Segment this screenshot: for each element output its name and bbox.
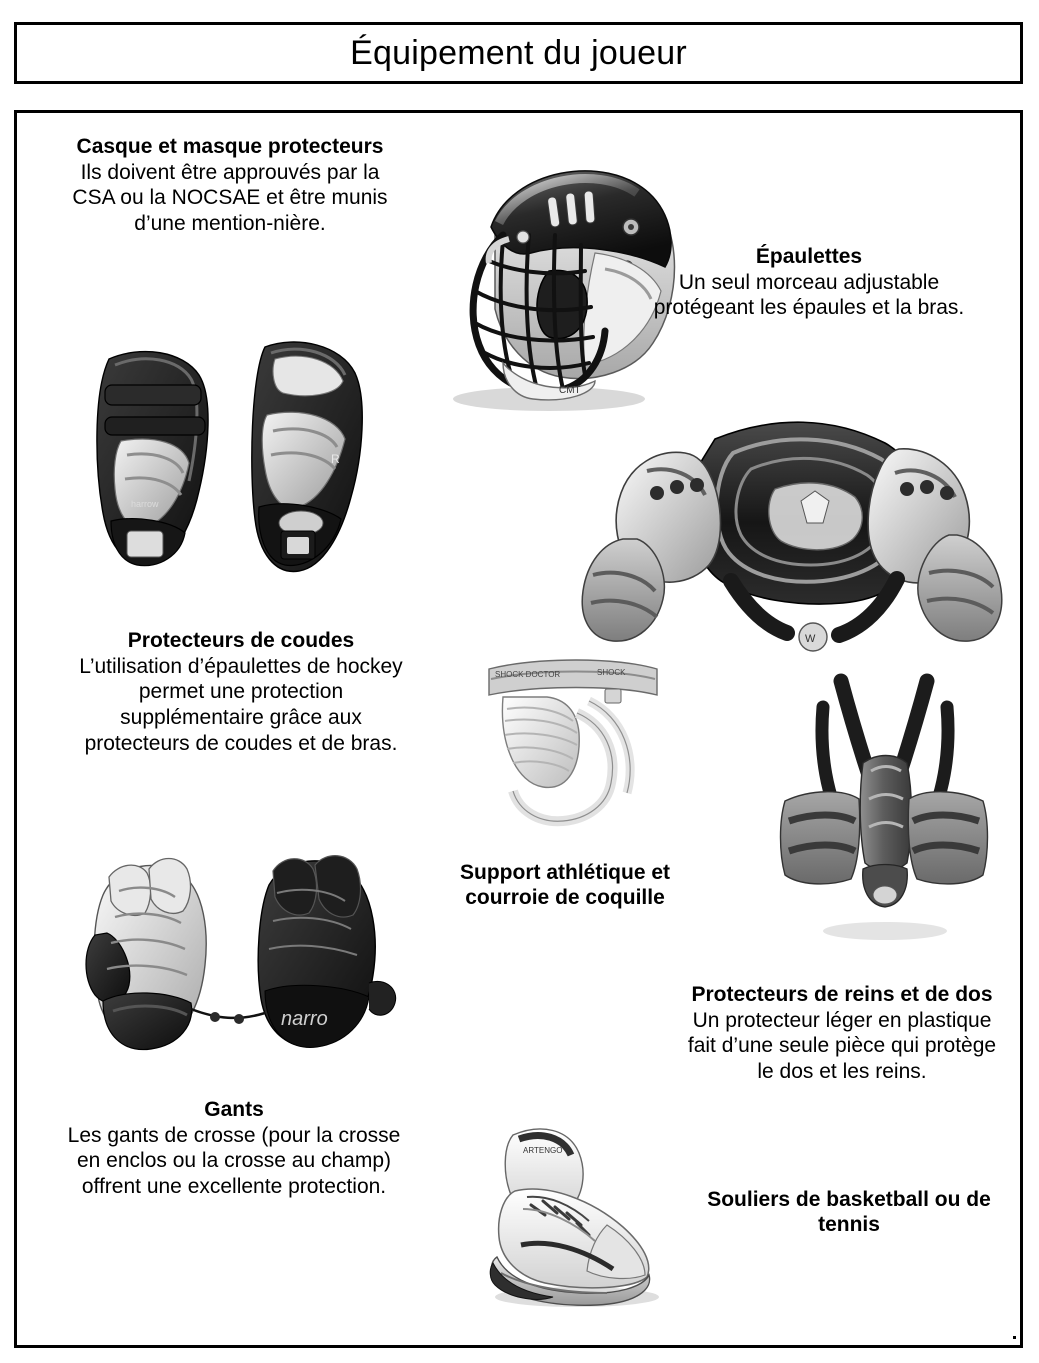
svg-text:SHOCK: SHOCK xyxy=(597,668,626,677)
page-corner-mark xyxy=(1013,1336,1016,1339)
section-elbow-pads-body: L’utilisation d’épaulettes de hockey permet une protection supplémentaire grâce aux protecteurs de coudes et de bras. xyxy=(79,654,403,755)
elbow-pads-photo xyxy=(79,331,379,601)
section-shoulder-pads-heading: Épaulettes xyxy=(755,245,863,268)
section-athletic-support-heading: Support athlétique et courroie de coquille xyxy=(460,861,670,909)
section-elbow-pads xyxy=(71,629,411,756)
svg-text:SHOCK DOCTOR: SHOCK DOCTOR xyxy=(495,670,561,679)
section-helmet-body: Ils doivent être approuvés par la CSA ou la NOCSAE et être munis d’une mention-nière. xyxy=(72,160,388,235)
section-shoulder-pads-body: Un seul morceau adjustable protégeant les épaules et la bras. xyxy=(653,270,965,320)
section-shoes-heading: Souliers de basketball ou de tennis xyxy=(707,1188,991,1236)
section-kidney-back-body: Un protecteur léger en plastique fait d’une seule pièce qui protège le dos et les reins. xyxy=(687,1008,997,1083)
svg-text:W: W xyxy=(805,633,816,645)
lacrosse-gloves-photo xyxy=(69,843,409,1093)
page-title: Équipement du joueur xyxy=(350,33,687,72)
kidney-back-protector-photo xyxy=(759,673,1009,953)
section-gloves xyxy=(59,1098,409,1200)
athletic-supporter-photo xyxy=(477,653,667,853)
section-helmet xyxy=(65,135,395,237)
section-helmet-heading: Casque et masque protecteurs xyxy=(76,135,384,158)
svg-text:narro: narro xyxy=(281,1008,328,1030)
document-title-banner xyxy=(14,22,1023,84)
section-gloves-heading: Gants xyxy=(204,1098,264,1121)
section-kidney-back xyxy=(677,983,1007,1085)
svg-text:ARTENGO: ARTENGO xyxy=(523,1146,563,1155)
content-frame xyxy=(14,110,1023,1348)
section-gloves-body: Les gants de crosse (pour la crosse en enclos ou la crosse au champ) offrent une excellente protection. xyxy=(67,1123,401,1198)
section-elbow-pads-heading: Protecteurs de coudes xyxy=(127,629,355,652)
section-kidney-back-heading: Protecteurs de reins et de dos xyxy=(691,983,993,1006)
svg-text:R: R xyxy=(331,452,340,466)
section-shoulder-pads xyxy=(629,245,989,321)
section-athletic-support xyxy=(425,861,705,911)
section-shoes xyxy=(689,1188,1009,1238)
svg-text:harrow: harrow xyxy=(131,499,159,509)
svg-text:CMT: CMT xyxy=(559,385,581,396)
basketball-shoe-photo xyxy=(457,1113,687,1313)
